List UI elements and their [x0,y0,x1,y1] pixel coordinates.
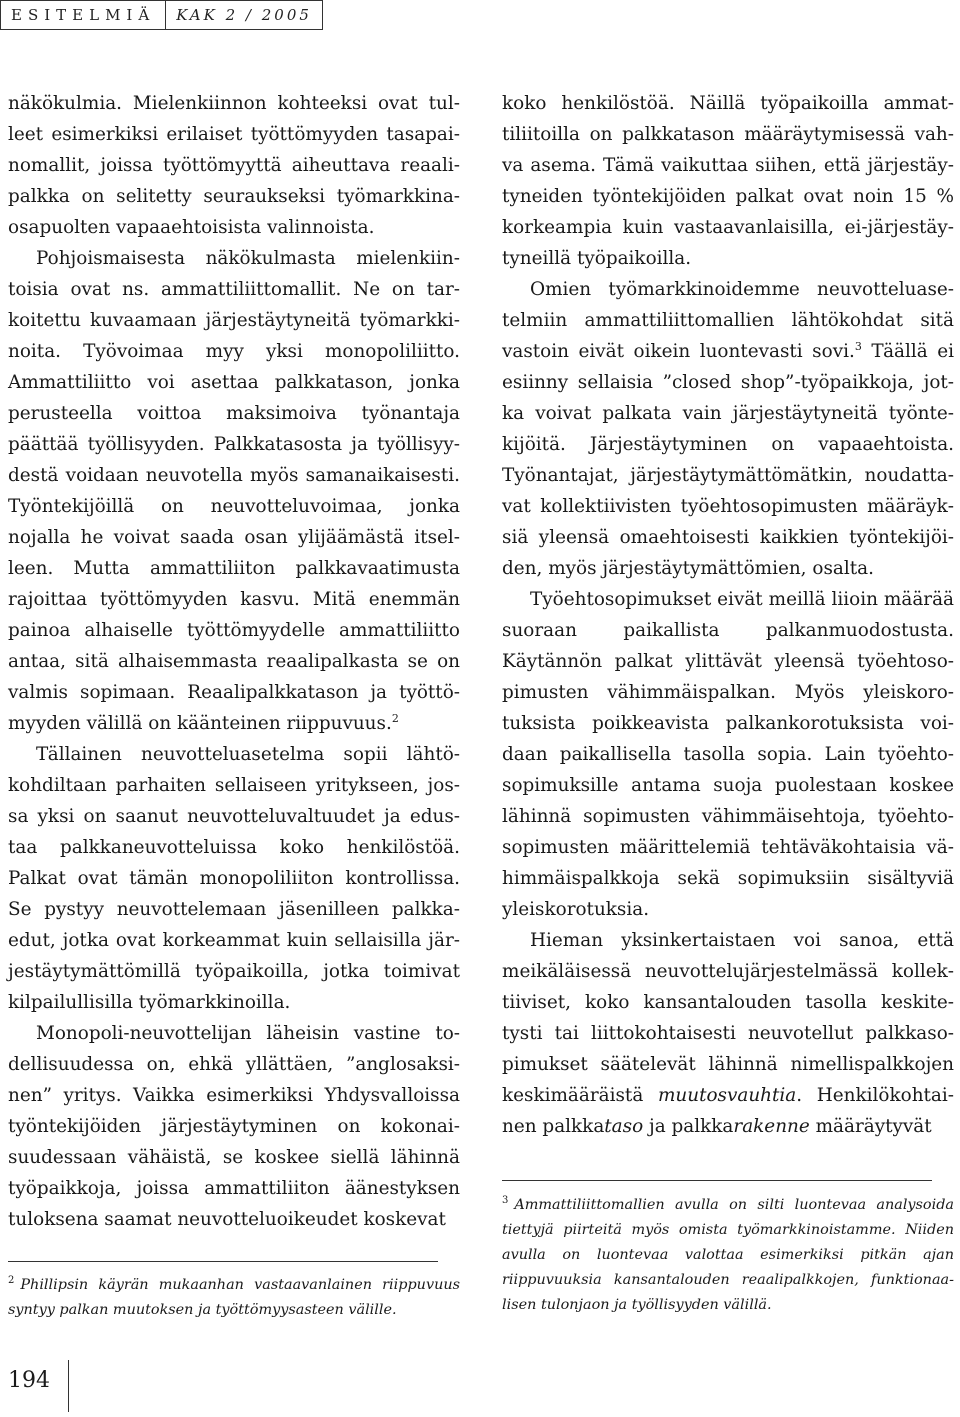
running-header [0,0,323,30]
paragraph [8,739,460,1018]
paragraph-text: Omien työmarkkinoidemme neuvotteluasetelmiin ammattiliittomallien lähtökohdat sitä vastoin eivät oikein luontevasti sovi. [502,279,954,362]
footnote-3 [502,1188,954,1318]
paragraph [502,584,954,925]
left-column [8,88,460,1235]
footnote-2 [8,1268,460,1323]
emphasis: muutosvauhtia [657,1085,797,1106]
footnote-ref-3: 3 [854,340,862,353]
paragraph-text: määräytyvät [809,1116,932,1137]
paragraph [502,274,954,584]
paragraph-text: Pohjoismaisesta näkökulmasta mielenkiintoisia ovat ns. ammattiliittomallit. Ne on tarkoitettu kuvaamaan järjestäytyneitä työmarkkinoita. Työvoimaa myy yksi monopoliliitto. Ammattiliitto voi asettaa palkkatason, jonka perusteella voittoa maksimoiva työnantaja päättää työllisyyden. Palkkatasosta ja työllisyydestä voidaan neuvotella myös samanaikaisesti. Työntekijöillä on neuvotteluvoimaa, jonka nojalla he voivat saada osan ylijäämästä itselleen. Mutta ammattiliiton palkkavaatimusta rajoittaa työttömyyden kasvu. Mitä enemmän painoa alhaiselle työttömyydelle ammattiliitto antaa, sitä alhaisemmasta reaalipalkasta se on valmis sopimaan. Reaalipalkkatason ja työttömyyden välillä on käänteinen riippuvuus. [8,248,460,734]
paragraph-text: näkökulmia. Mielenkiinnon kohteeksi ovat tulleet esimerkiksi erilaiset työttömyyden tasapainomallit, joissa työttömyyttä aiheuttava reaalipalkka on selitetty seuraukseksi työmarkkinaosapuolten vapaaehtoisista valinnoista. [8,93,460,238]
paragraph [8,1018,460,1235]
right-column [502,88,954,1142]
footnote-text: Ammattiliittomallien avulla on silti luontevaa analysoida tiettyjä piirteitä myös omista työmarkkinoistamme. Niiden avulla on luontevaa valottaa esimerkiksi pitkän ajan riippuvuuksia kansantalouden reaalipalkkojen, funktionaalisen tulonjaon ja työllisyyden välillä. [502,1197,954,1313]
footnote-divider [502,1180,932,1181]
footnote-ref-2: 2 [391,712,399,725]
paragraph-text: Hieman yksinkertaistaen voi sanoa, että meikäläisessä neuvottelujärjestelmässä kollektiiviset, koko kansantalouden tasolla keskitetysti tai liittokohtaisesti neuvotellut palkkasopimukset säätelevät lähinnä nimellispalkkojen keskimääräistä [502,930,954,1106]
issue-label: KAK 2 / 2005 [166,0,323,30]
footnote-mark: 3 [502,1195,509,1206]
emphasis: taso [604,1116,644,1137]
paragraph-text: Työehtosopimukset eivät meillä liioin määrää suoraan paikallista palkanmuodostusta. Käytännön palkat ylittävät yleensä työehtosopimusten vähimmäispalkan. Myös yleiskorotuksista poikkeavista palkankorotuksista voidaan paikallisella tasolla sopia. Lain työehtosopimuksille antama suoja puolestaan koskee lähinnä sopimusten vähimmäisehtoja, työehtosopimusten määrittelemiä tehtäväkohtaisia vähimmäispalkkoja sekä sopimuksiin sisältyviä yleiskorotuksia. [502,589,954,920]
footnote-text: Phillipsin käyrän mukaanhan vastaavanlainen riippuvuus syntyy palkan muutoksen ja työttömyysasteen välille. [8,1277,460,1318]
paragraph-text: ja palkka [643,1116,734,1137]
paragraph-text: . Henkilökohtainen palkka [502,1085,954,1137]
page-number: 194 [8,1368,50,1393]
paragraph-text: Täällä ei esiinny sellaisia ”closed shop”-työpaikkoja, jotka voivat palkata vain järjestäytyneitä työntekijöitä. Järjestäytyminen on vapaaehtoista. Työnantajat, järjestäytymättömätkin, noudattavat kollektiivisten työehtosopimusten määräyksiä yleensä omaehtoisesti kaikkien työntekijöiden, myös järjestäytymättömien, osalta. [502,341,954,579]
paragraph-text: koko henkilöstöä. Näillä työpaikoilla ammattiliitoilla on palkkatason määräytymisessä vahva asema. Tämä vaikuttaa siihen, että järjestäytyneiden työntekijöiden palkat ovat noin 15 % korkeampia kuin vastaavanlaisilla, ei-järjestäytyneillä työpaikoilla. [502,93,954,269]
section-label: ESITELMIÄ [0,0,166,30]
page-number-divider [68,1360,69,1412]
footnote-mark: 2 [8,1275,15,1286]
paragraph [502,925,954,1142]
emphasis: rakenne [733,1116,810,1137]
paragraph [8,88,460,243]
paragraph [8,243,460,739]
paragraph [502,88,954,274]
paragraph-text: Tällainen neuvotteluasetelma sopii lähtökohdiltaan parhaiten sellaiseen yritykseen, jossa yksi on saanut neuvotteluvaltuudet ja edustaa palkkaneuvotteluissa koko henkilöstöä. Palkat ovat tämän monopoliliiton kontrollissa. Se pystyy neuvottelemaan jäsenilleen palkkaedut, jotka ovat korkeammat kuin sellaisilla järjestäytymättömillä työpaikoilla, jotka toimivat kilpailullisilla työmarkkinoilla. [8,744,460,1013]
paragraph-text: Monopoli-neuvottelijan läheisin vastine todellisuudessa on, ehkä yllättäen, ”anglosaksinen” yritys. Vaikka esimerkiksi Yhdysvalloissa työntekijöiden järjestäytyminen on kokonaisuudessaan vähäistä, se koskee siellä lähinnä työpaikkoja, joissa ammattiliiton äänestyksen tuloksena saamat neuvotteluoikeudet koskevat [8,1023,460,1230]
footnote-divider [8,1261,438,1262]
